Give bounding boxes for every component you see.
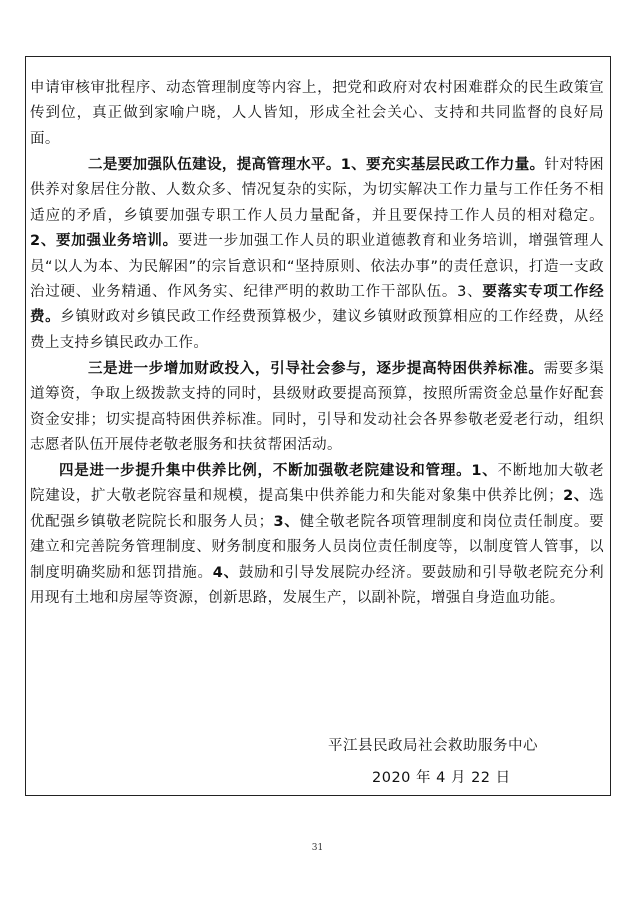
paragraph-2-text-1: 针对特困供养对象居住分散、人数众多、情况复杂的实际，为切实解决工作力量与工作任务不相适应的矛盾，乡镇要加强专职工作人员力量配备，并且要保持工作人员的相对稳定。 <box>30 157 605 224</box>
paragraph-2 <box>30 153 604 356</box>
paragraph-2-text-3: 3、 <box>457 284 483 301</box>
signature-date: 2020 年 4 月 22 日 <box>372 770 511 786</box>
paragraph-3 <box>30 357 604 459</box>
paragraph-2-heading: 二是要加强队伍建设，提高管理水平。1、要充实基层民政工作力量。 <box>88 157 545 173</box>
paragraph-3-heading: 三是进一步增加财政投入，引导社会参与，逐步提高特困供养标准。 <box>88 361 544 377</box>
paragraph-1 <box>30 76 604 152</box>
page-number: 31 <box>311 843 324 853</box>
signature-organization: 平江县民政局社会救助服务中心 <box>328 738 538 754</box>
paragraph-3-text: 需要多渠道筹资，争取上级拨款支持的同时，县级财政要提高预算，按照所需资金总量作好配套资金安排；切实提高特困供养标准。同时，引导和发动社会各界参敬老爱老行动，组织志愿者队伍开展侍老敬老服务和扶贫帮困活动。 <box>30 361 605 454</box>
paragraph-4-heading-3: 3、 <box>273 513 300 530</box>
paragraph-4 <box>30 459 604 611</box>
paragraph-2-heading-2: 2、要加强业务培训。 <box>30 233 178 250</box>
paragraph-4-text-4: 鼓励和引导发展院办经济。要鼓励和引导敬老院充分利用现有土地和房屋等资源，创新思路，发展生产，以副补院，增强自身造血功能。 <box>30 564 605 607</box>
paragraph-2-text-2: 要进一步加强工作人员的职业道德教育和业务培训，增强管理人员“以人为本、为民解困”的宗旨意识和“坚持原则、依法办事”的责任意识，打造一支政治过硬、业务精通、作风务实、纪律严明的救助工作干部队伍。 <box>30 233 604 301</box>
paragraph-4-heading: 四是进一步提升集中供养比例，不断加强敬老院建设和管理。1、 <box>59 463 498 479</box>
paragraph-4-heading-2: 2、 <box>563 488 590 505</box>
paragraph-1-text: 申请审核审批程序、动态管理制度等内容上，把党和政府对农村困难群众的民生政策宣传到位，真正做到家喻户晓，人人皆知，形成全社会关心、支持和共同监督的良好局面。 <box>30 80 604 147</box>
paragraph-2-heading-3: 要落实专项工作经费。 <box>30 284 604 326</box>
paragraph-4-text-3: 健全敬老院各项管理制度和岗位责任制度。要建立和完善院务管理制度、财务制度和服务人员岗位责任制度等，以制度管人管事，以制度明确奖励和惩罚措施。 <box>30 513 604 581</box>
paragraph-2-text-4: 乡镇财政对乡镇民政工作经费预算极少，建议乡镇财政预算相应的工作经费，从经费上支持乡镇民政办工作。 <box>30 309 604 351</box>
paragraph-4-text-2: 选优配强乡镇敬老院院长和服务人员； <box>30 488 604 530</box>
paragraph-4-heading-4: 4、 <box>212 564 239 581</box>
paragraph-4-text-1: 不断地加大敬老院建设，扩大敬老院容量和规模，提高集中供养能力和失能对象集中供养比例； <box>30 463 604 505</box>
